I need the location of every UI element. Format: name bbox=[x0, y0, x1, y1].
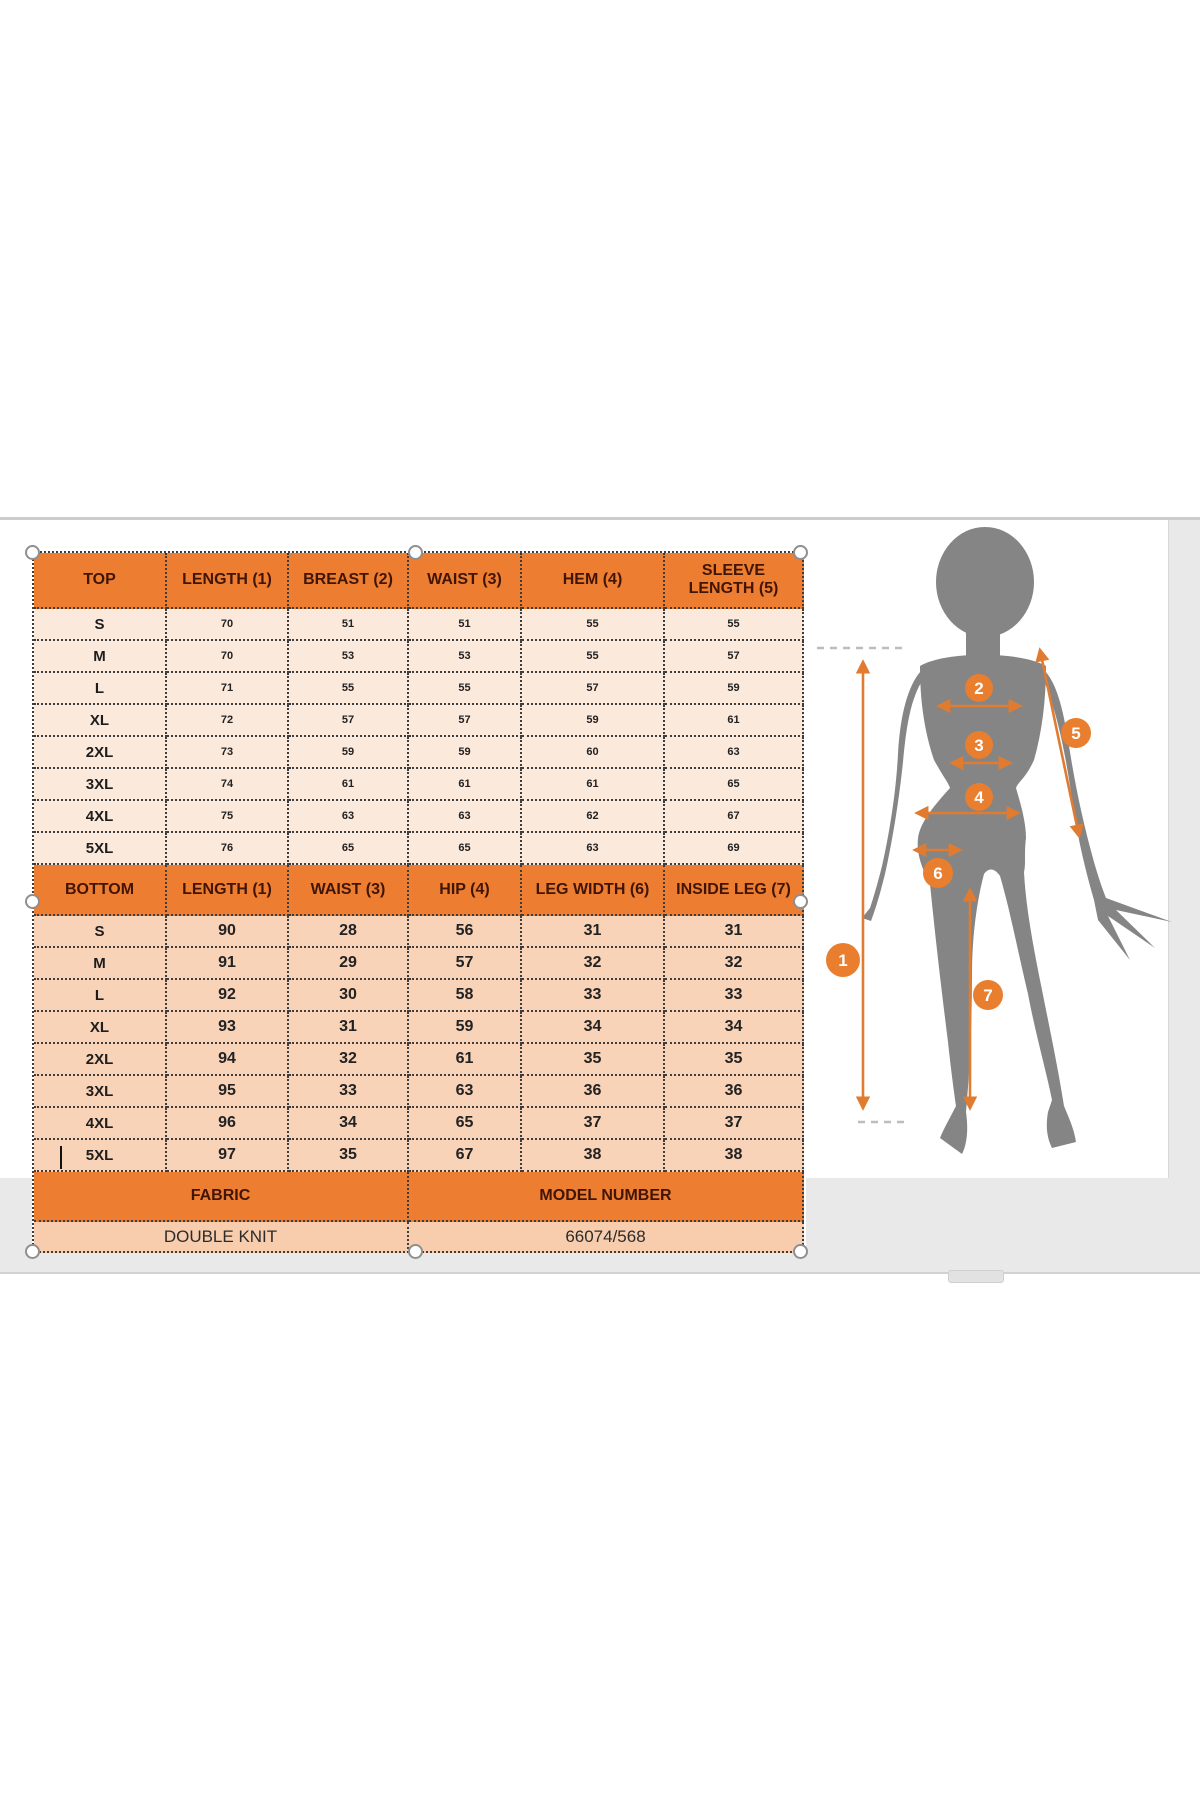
svg-text:1: 1 bbox=[838, 951, 848, 971]
top-measurement-value: 73 bbox=[167, 737, 289, 769]
bottom-measurement-value: 95 bbox=[167, 1076, 289, 1108]
selection-handle-top-left[interactable] bbox=[25, 545, 40, 560]
top-measurement-value: 55 bbox=[289, 673, 409, 705]
top-measurement-value: 75 bbox=[167, 801, 289, 833]
svg-text:7: 7 bbox=[983, 986, 993, 1006]
svg-text:6: 6 bbox=[933, 864, 943, 884]
svg-text:4: 4 bbox=[974, 788, 984, 808]
bottom-measurement-value: 35 bbox=[665, 1044, 804, 1076]
top-measurement-value: 63 bbox=[522, 833, 665, 865]
top-measurement-value: 59 bbox=[289, 737, 409, 769]
top-column-header: HEM (4) bbox=[522, 553, 665, 609]
top-size-label: M bbox=[34, 641, 167, 673]
svg-text:5: 5 bbox=[1071, 724, 1081, 744]
bottom-measurement-value: 28 bbox=[289, 916, 409, 948]
text-cursor bbox=[60, 1146, 62, 1169]
top-measurement-value: 51 bbox=[289, 609, 409, 641]
selection-handle-top-right[interactable] bbox=[793, 545, 808, 560]
bottom-measurement-value: 90 bbox=[167, 916, 289, 948]
bottom-column-header: INSIDE LEG (7) bbox=[665, 865, 804, 916]
top-size-label: 4XL bbox=[34, 801, 167, 833]
top-measurement-value: 74 bbox=[167, 769, 289, 801]
bottom-measurement-value: 35 bbox=[522, 1044, 665, 1076]
bottom-measurement-value: 58 bbox=[409, 980, 522, 1012]
bottom-column-header: LENGTH (1) bbox=[167, 865, 289, 916]
top-measurement-value: 55 bbox=[409, 673, 522, 705]
bottom-measurement-value: 38 bbox=[522, 1140, 665, 1172]
top-measurement-value: 59 bbox=[409, 737, 522, 769]
top-size-label: 3XL bbox=[34, 769, 167, 801]
bottom-measurement-value: 29 bbox=[289, 948, 409, 980]
top-measurement-value: 63 bbox=[409, 801, 522, 833]
bottom-measurement-value: 31 bbox=[289, 1012, 409, 1044]
bottom-measurement-value: 36 bbox=[522, 1076, 665, 1108]
top-measurement-value: 63 bbox=[665, 737, 804, 769]
bottom-measurement-value: 67 bbox=[409, 1140, 522, 1172]
top-measurement-value: 69 bbox=[665, 833, 804, 865]
bottom-measurement-value: 32 bbox=[665, 948, 804, 980]
bottom-measurement-value: 97 bbox=[167, 1140, 289, 1172]
bottom-measurement-value: 30 bbox=[289, 980, 409, 1012]
top-measurement-value: 59 bbox=[665, 673, 804, 705]
bottom-measurement-value: 35 bbox=[289, 1140, 409, 1172]
selection-handle-right-middle[interactable] bbox=[793, 894, 808, 909]
top-measurement-value: 55 bbox=[665, 609, 804, 641]
selection-handle-left-middle[interactable] bbox=[25, 894, 40, 909]
svg-text:2: 2 bbox=[974, 679, 984, 699]
selection-handle-bottom-left[interactable] bbox=[25, 1244, 40, 1259]
bottom-measurement-value: 34 bbox=[665, 1012, 804, 1044]
model-number-header: MODEL NUMBER bbox=[409, 1172, 804, 1222]
top-size-label: XL bbox=[34, 705, 167, 737]
top-size-label: 2XL bbox=[34, 737, 167, 769]
bottom-size-label: XL bbox=[34, 1012, 167, 1044]
top-measurement-value: 61 bbox=[289, 769, 409, 801]
bottom-measurement-value: 57 bbox=[409, 948, 522, 980]
bottom-measurement-value: 34 bbox=[522, 1012, 665, 1044]
fabric-value: DOUBLE KNIT bbox=[34, 1222, 409, 1253]
top-measurement-value: 72 bbox=[167, 705, 289, 737]
bottom-column-header: HIP (4) bbox=[409, 865, 522, 916]
bottom-measurement-value: 37 bbox=[522, 1108, 665, 1140]
bottom-measurement-value: 93 bbox=[167, 1012, 289, 1044]
bottom-measurement-value: 94 bbox=[167, 1044, 289, 1076]
bottom-measurement-value: 91 bbox=[167, 948, 289, 980]
scrollbar-tab[interactable] bbox=[948, 1270, 1004, 1283]
bottom-measurement-value: 92 bbox=[167, 980, 289, 1012]
bottom-size-label: M bbox=[34, 948, 167, 980]
top-measurement-value: 70 bbox=[167, 641, 289, 673]
top-measurement-value: 76 bbox=[167, 833, 289, 865]
top-measurement-value: 61 bbox=[522, 769, 665, 801]
top-column-header: TOP bbox=[34, 553, 167, 609]
bottom-column-header: WAIST (3) bbox=[289, 865, 409, 916]
top-measurement-value: 65 bbox=[409, 833, 522, 865]
top-measurement-value: 61 bbox=[409, 769, 522, 801]
top-size-label: L bbox=[34, 673, 167, 705]
top-measurement-value: 59 bbox=[522, 705, 665, 737]
top-column-header: BREAST (2) bbox=[289, 553, 409, 609]
top-size-label: S bbox=[34, 609, 167, 641]
top-measurement-value: 55 bbox=[522, 609, 665, 641]
bottom-measurement-value: 38 bbox=[665, 1140, 804, 1172]
top-measurement-value: 70 bbox=[167, 609, 289, 641]
measurement-figure bbox=[800, 520, 1180, 1180]
bottom-measurement-value: 33 bbox=[289, 1076, 409, 1108]
top-measurement-value: 60 bbox=[522, 737, 665, 769]
top-measurement-value: 65 bbox=[665, 769, 804, 801]
bottom-size-label: 5XL bbox=[34, 1140, 167, 1172]
bottom-measurement-value: 32 bbox=[522, 948, 665, 980]
top-measurement-value: 51 bbox=[409, 609, 522, 641]
selection-handle-bottom-middle[interactable] bbox=[408, 1244, 423, 1259]
selection-handle-top-middle[interactable] bbox=[408, 545, 423, 560]
top-measurement-value: 67 bbox=[665, 801, 804, 833]
bottom-measurement-value: 31 bbox=[665, 916, 804, 948]
bottom-measurement-value: 33 bbox=[665, 980, 804, 1012]
bottom-measurement-value: 56 bbox=[409, 916, 522, 948]
bottom-measurement-value: 31 bbox=[522, 916, 665, 948]
bottom-measurement-value: 63 bbox=[409, 1076, 522, 1108]
top-measurement-value: 65 bbox=[289, 833, 409, 865]
bottom-measurement-value: 61 bbox=[409, 1044, 522, 1076]
fabric-header: FABRIC bbox=[34, 1172, 409, 1222]
top-measurement-value: 57 bbox=[289, 705, 409, 737]
top-measurement-value: 57 bbox=[522, 673, 665, 705]
svg-text:3: 3 bbox=[974, 736, 984, 756]
model-number-value: 66074/568 bbox=[409, 1222, 804, 1253]
top-column-header: WAIST (3) bbox=[409, 553, 522, 609]
top-measurement-value: 62 bbox=[522, 801, 665, 833]
selection-handle-bottom-right[interactable] bbox=[793, 1244, 808, 1259]
body-silhouette bbox=[862, 527, 1172, 1154]
size-chart-image[interactable] bbox=[32, 551, 806, 1253]
top-measurement-value: 57 bbox=[665, 641, 804, 673]
top-measurement-value: 57 bbox=[409, 705, 522, 737]
bottom-size-label: 2XL bbox=[34, 1044, 167, 1076]
top-measurement-value: 71 bbox=[167, 673, 289, 705]
top-measurement-value: 61 bbox=[665, 705, 804, 737]
top-measurement-value: 55 bbox=[522, 641, 665, 673]
bottom-measurement-value: 36 bbox=[665, 1076, 804, 1108]
bottom-measurement-value: 59 bbox=[409, 1012, 522, 1044]
top-size-label: 5XL bbox=[34, 833, 167, 865]
bottom-measurement-value: 34 bbox=[289, 1108, 409, 1140]
bottom-size-label: 3XL bbox=[34, 1076, 167, 1108]
bottom-size-label: 4XL bbox=[34, 1108, 167, 1140]
bottom-measurement-value: 65 bbox=[409, 1108, 522, 1140]
top-column-header: SLEEVE LENGTH (5) bbox=[665, 553, 804, 609]
top-measurement-value: 53 bbox=[289, 641, 409, 673]
top-measurement-value: 53 bbox=[409, 641, 522, 673]
bottom-measurement-value: 33 bbox=[522, 980, 665, 1012]
bottom-measurement-value: 32 bbox=[289, 1044, 409, 1076]
bottom-measurement-value: 96 bbox=[167, 1108, 289, 1140]
bottom-size-label: S bbox=[34, 916, 167, 948]
bottom-size-label: L bbox=[34, 980, 167, 1012]
bottom-column-header: BOTTOM bbox=[34, 865, 167, 916]
top-measurement-value: 63 bbox=[289, 801, 409, 833]
bottom-column-header: LEG WIDTH (6) bbox=[522, 865, 665, 916]
bottom-measurement-value: 37 bbox=[665, 1108, 804, 1140]
top-column-header: LENGTH (1) bbox=[167, 553, 289, 609]
